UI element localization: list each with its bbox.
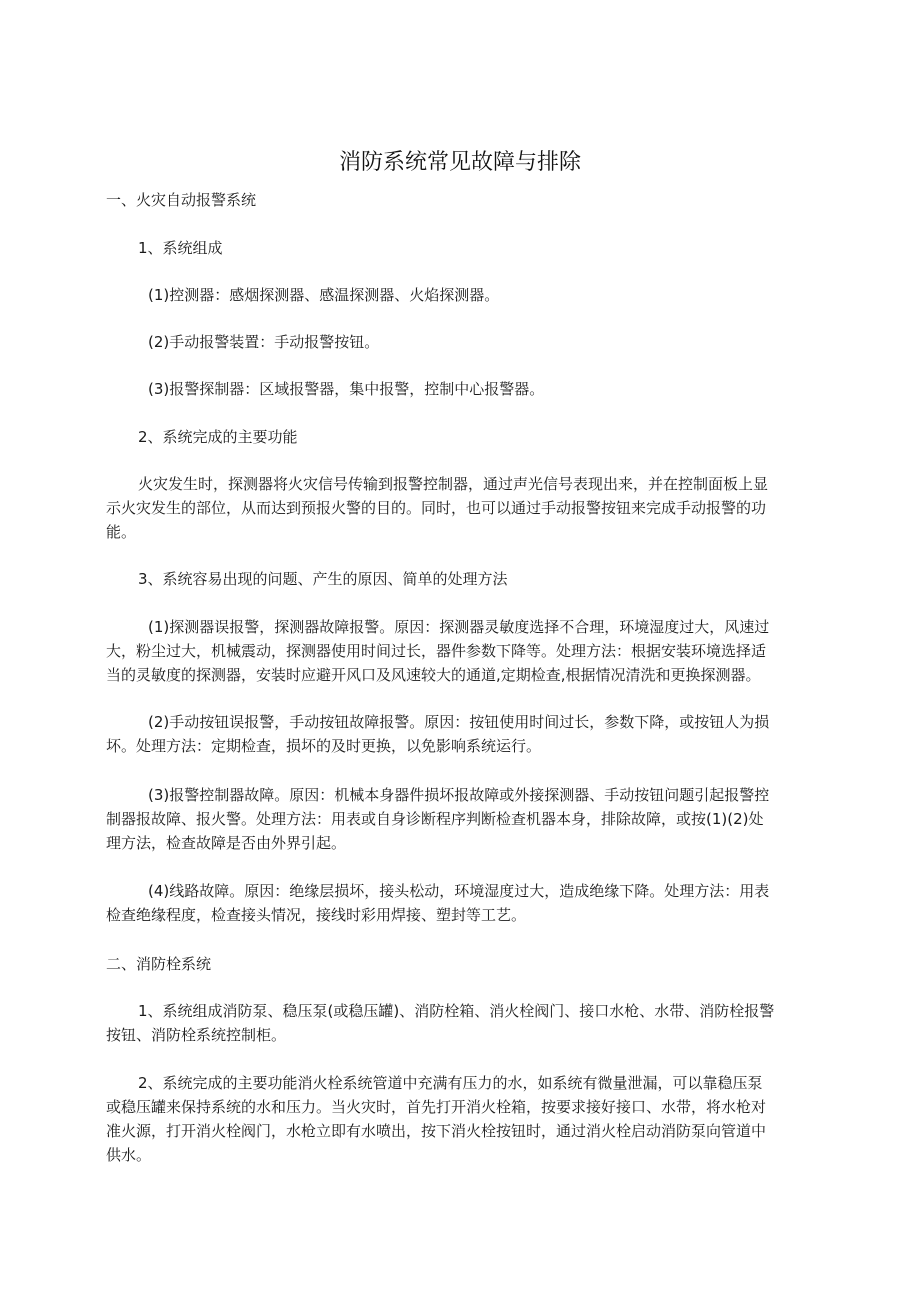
section2-item2-line-1: 2、系统完成的主要功能消火栓系统管道中充满有压力的水，如系统有微量泄漏，可以靠稳压泵 [138, 1074, 763, 1092]
sub3-item1-line-3: 当的灵敏度的探测器，安装时应避开风口及风速较大的通道,定期检查,根据情况清洗和更换探测器。 [106, 666, 761, 684]
sub1-item-1: (1)控测器：感烟探测器、感温探测器、火焰探测器。 [148, 286, 500, 304]
sub2-paragraph-line-1: 火灾发生时，探测器将火灾信号传输到报警控制器，通过声光信号表现出来，并在控制面板上显 [138, 475, 769, 493]
section2-item2-line-3: 准火源，打开消火栓阀门，水枪立即有水喷出，按下消火栓按钮时，通过消火栓启动消防泵向管道中 [106, 1122, 767, 1140]
sub2-paragraph-line-3: 能。 [106, 523, 137, 541]
sub3-item1-line-2: 大，粉尘过大，机械震动，探测器使用时间过长，器件参数下降等。处理方法：根据安装环境选择适 [106, 642, 767, 660]
sub3-item4-line-2: 检查绝缘程度，检查接头情况，接线时彩用焊接、塑封等工艺。 [106, 906, 527, 924]
sub3-item3-line-1: (3)报警控制器故障。原因：机械本身器件损坏报故障或外接探测器、手动按钮问题引起报警控 [148, 786, 770, 804]
sub3-item1-line-1: (1)探测器误报警，探测器故障报警。原因：探测器灵敏度选择不合理，环境湿度过大，风速过 [148, 618, 770, 636]
sub1-heading: 1、系统组成 [138, 239, 223, 257]
section1-heading: 一、火灾自动报警系统 [106, 191, 257, 209]
sub1-item-2: (2)手动报警装置：手动报警按钮。 [148, 333, 380, 351]
sub3-item3-line-3: 理方法，检查故障是否由外界引起。 [106, 834, 347, 852]
sub3-item4-line-1: (4)线路故障。原因：绝缘层损坏，接头松动，环境湿度过大，造成绝缘下降。处理方法：用表 [148, 882, 770, 900]
sub2-paragraph-line-2: 示火灾发生的部位，从而达到预报火警的目的。同时，也可以通过手动报警按钮来完成手动报警的功 [106, 499, 767, 517]
section2-item2-line-4: 供水。 [106, 1146, 152, 1164]
document-title: 消防系统常见故障与排除 [338, 150, 581, 175]
section2-heading: 二、消防栓系统 [106, 955, 212, 973]
section2-item2-line-2: 或稳压罐来保持系统的水和压力。当火灾时，首先打开消火栓箱，按要求接好接口、水带，将水枪对 [106, 1098, 767, 1116]
sub3-item2-line-2: 坏。处理方法：定期检查，损坏的及时更换，以免影响系统运行。 [106, 737, 542, 755]
sub1-item-3: (3)报警探制器：区域报警器，集中报警，控制中心报警器。 [148, 380, 545, 398]
section2-item1-line-1: 1、系统组成消防泵、稳压泵(或稳压罐)、消防栓箱、消火栓阀门、接口水枪、水带、消防栓报警 [138, 1002, 775, 1020]
sub3-heading: 3、系统容易出现的问题、产生的原因、简单的处理方法 [138, 570, 508, 588]
sub3-item3-line-2: 制器报故障、报火警。处理方法：用表或自身诊断程序判断检查机器本身，排除故障，或按(1)(2)处 [106, 810, 764, 828]
sub3-item2-line-1: (2)手动按钮误报警，手动按钮故障报警。原因：按钮使用时间过长，参数下降，或按钮人为损 [148, 713, 770, 731]
section2-item1-line-2: 按钮、消防栓系统控制柜。 [106, 1026, 287, 1044]
sub2-heading: 2、系统完成的主要功能 [138, 428, 298, 446]
